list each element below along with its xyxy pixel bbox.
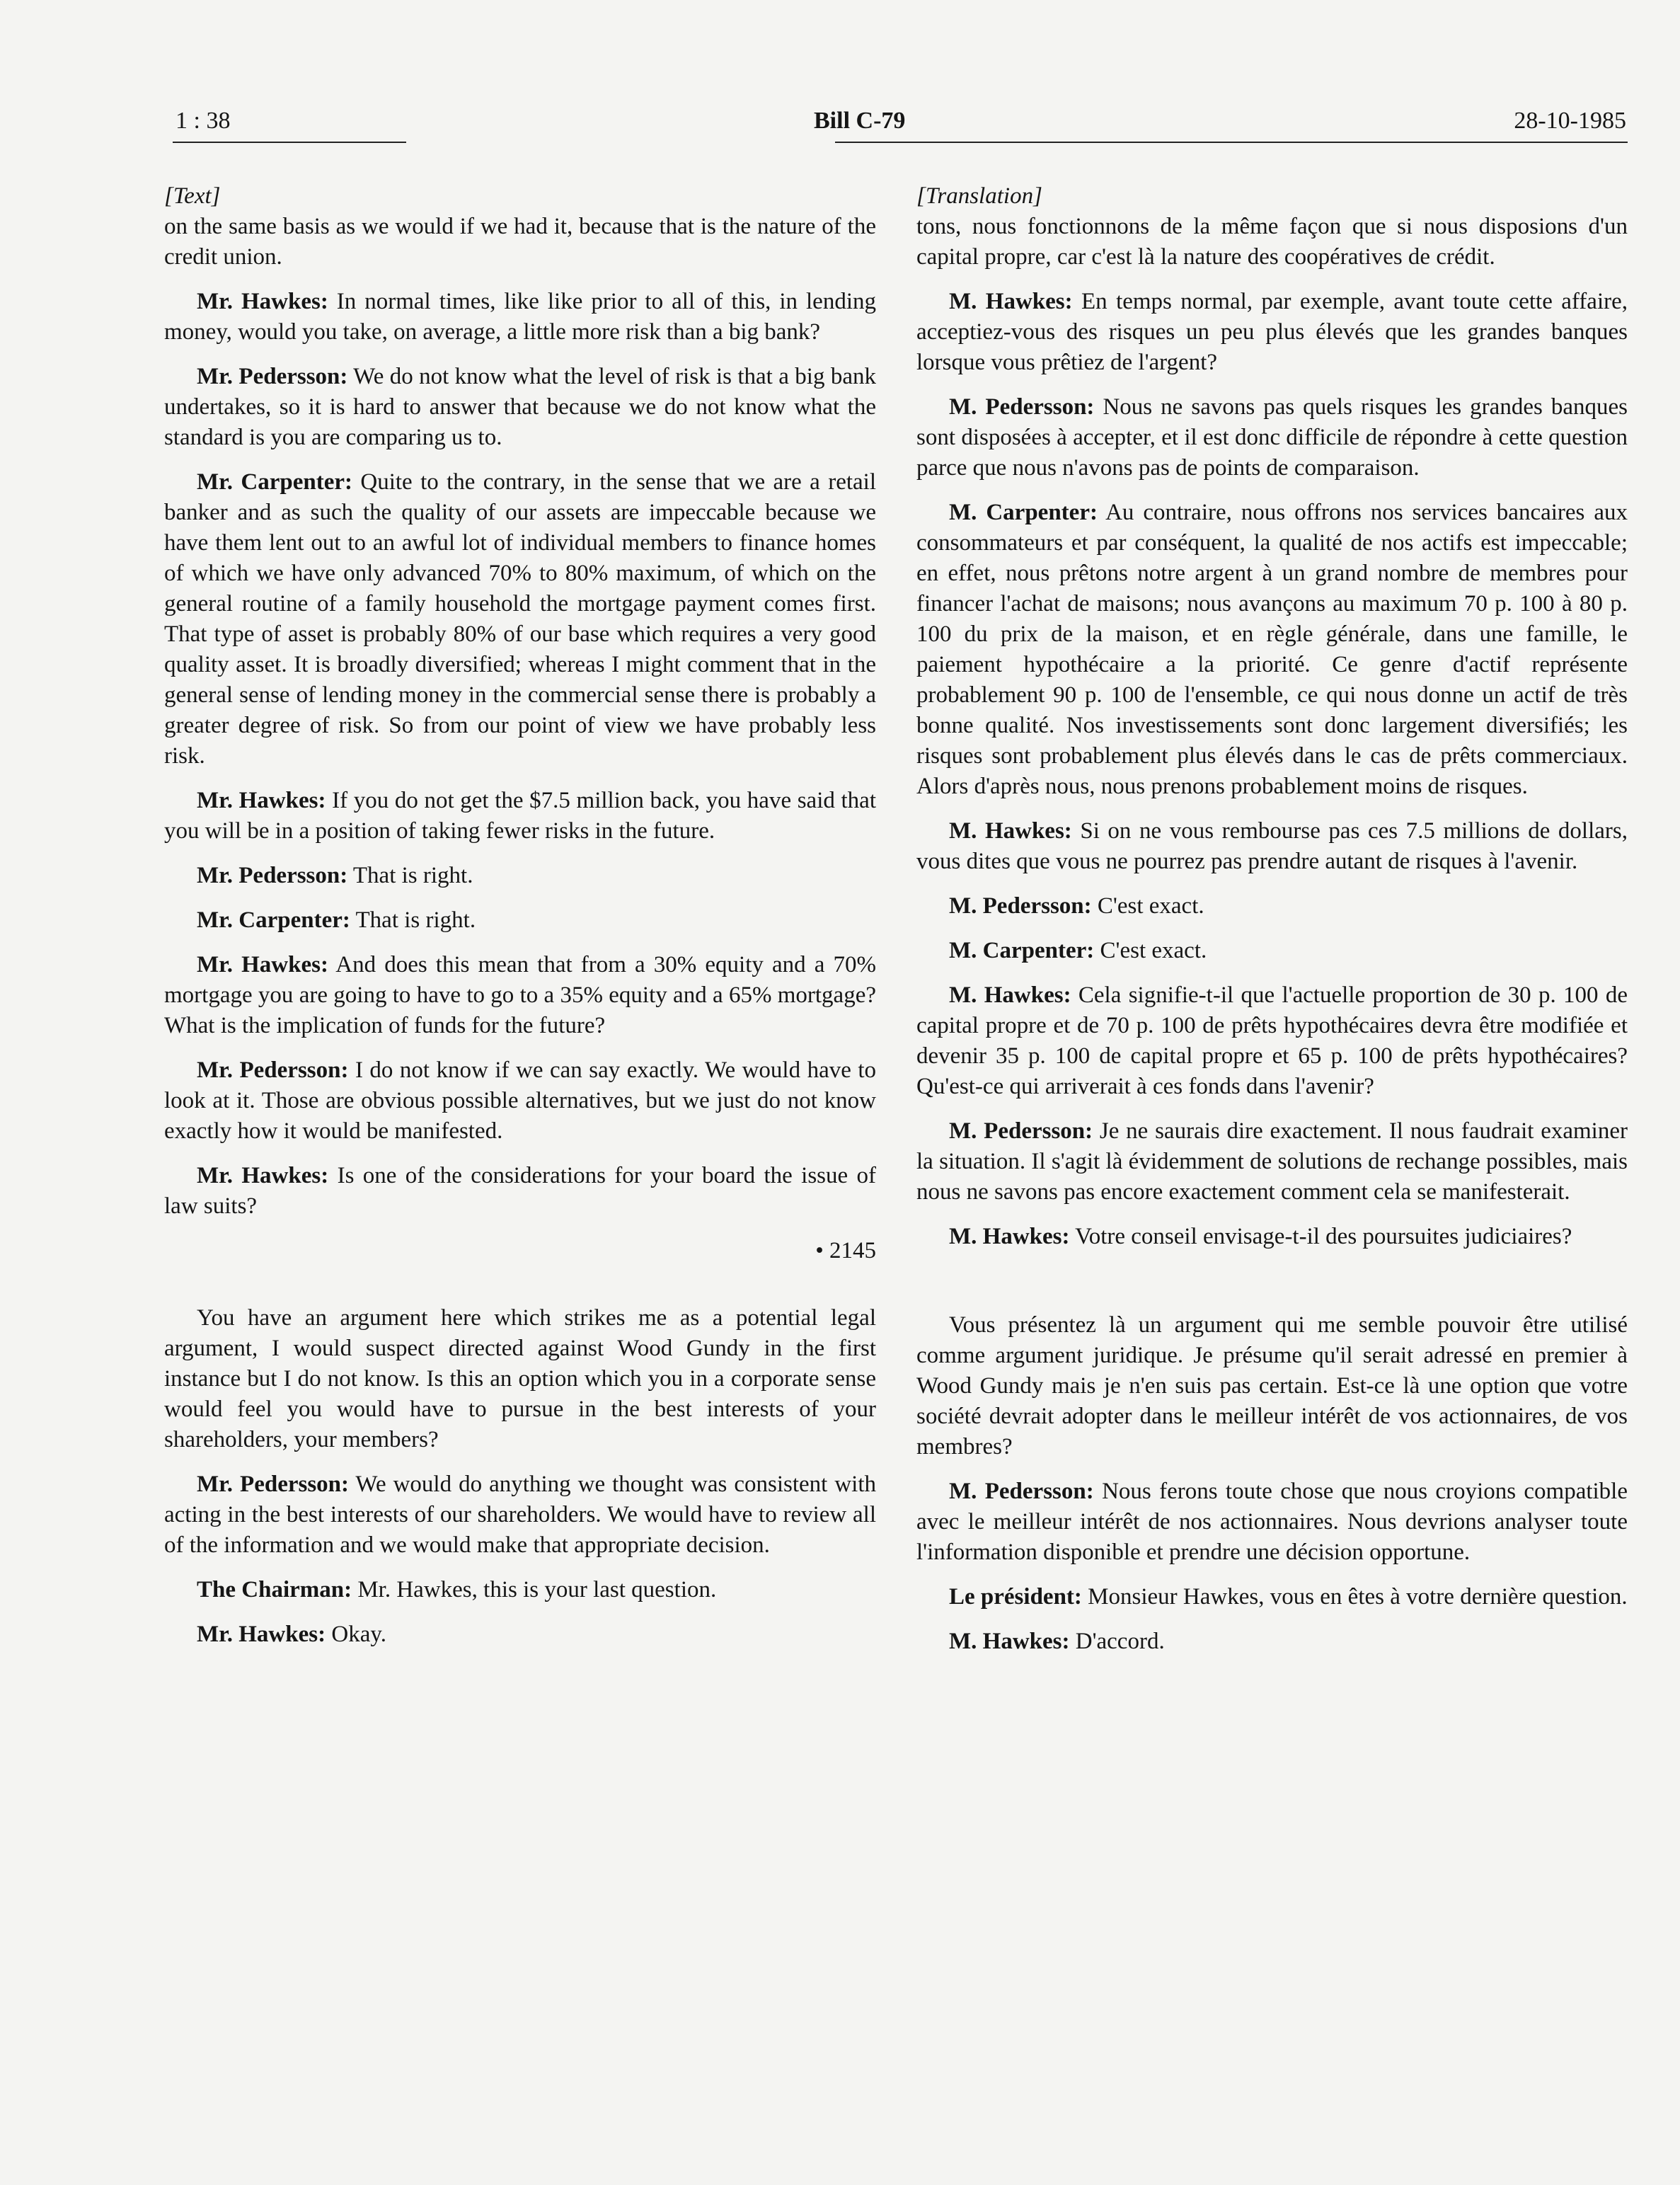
speech-text: En temps normal, par exemple, avant toute cette affaire, acceptiez-vous des risques un peu plus élevés que les grandes banques lorsque vous prêtiez de l'argent? <box>916 289 1628 375</box>
speaker-name: M. Carpenter: <box>949 500 1098 525</box>
speech-text: Vous présentez là un argument qui me semble pouvoir être utilisé comme argument juridique. Je présume qu'il serait adressé en premier à Wood Gundy mais je n'en suis pas certain. Est-ce là une option que votre société devrait adopter dans le meilleur intérêt de vos actionnaires, de vos membres? <box>916 1312 1628 1459</box>
speech-text: If you do not get the $7.5 million back, you have said that you will be in a position of taking fewer risks in the future. <box>164 788 876 844</box>
speaker-name: M. Carpenter: <box>949 938 1095 963</box>
speech-paragraph <box>164 861 876 891</box>
english-column <box>164 181 876 1664</box>
speaker-name: Mr. Hawkes: <box>197 788 326 813</box>
speech-paragraph <box>164 1055 876 1147</box>
speech-text: D'accord. <box>1069 1629 1165 1654</box>
speaker-name: Mr. Carpenter: <box>197 907 350 933</box>
speaker-name: M. Pedersson: <box>949 1479 1094 1504</box>
speech-paragraph <box>916 1582 1628 1612</box>
speech-paragraph <box>164 287 876 348</box>
speaker-name: M. Hawkes: <box>949 1629 1070 1654</box>
speech-paragraph <box>916 392 1628 483</box>
speech-text: Au contraire, nous offrons nos services bancaires aux consommateurs et par conséquent, la qualité de nos actifs est impeccable; en effet, nous prêtons notre argent à un grand nombre de membres pour financer l'achat de maisons; nous avançons au maximum 70 p. 100 à 80 p. 100 du prix de la maison, et en règle générale, dans une famille, le paiement hypothécaire a la priorité. Ce genre d'actif représente probablement 90 p. 100 de l'ensemble, ce qui nous donne un actif de très bonne qualité. Nos investissements sont donc largement diversifiés; les risques sont probablement plus élevés dans le cas de prêts commerciaux. Alors d'après nous, nous prenons probablement moins de risques. <box>916 500 1628 799</box>
speaker-name: Mr. Hawkes: <box>197 289 328 314</box>
speech-paragraph <box>916 1476 1628 1568</box>
speech-paragraph <box>916 936 1628 966</box>
speaker-name: M. Hawkes: <box>949 1224 1070 1249</box>
speaker-name: M. Pedersson: <box>949 893 1092 919</box>
speaker-name: Mr. Carpenter: <box>197 469 352 495</box>
speech-text: I do not know if we can say exactly. We would have to look at it. Those are obvious possible alternatives, but we just do not know exactly how it would be manifested. <box>164 1057 877 1144</box>
speech-text: Si on ne vous rembourse pas ces 7.5 millions de dollars, vous dites que vous ne pourrez pas prendre autant de risques à l'avenir. <box>916 818 1628 874</box>
speech-paragraph <box>164 1469 876 1561</box>
speech-text: We would do anything we thought was consistent with acting in the best interests of our shareholders. We would have to review all of the information and we would make that appropriate decision. <box>164 1472 876 1558</box>
header-rule-right <box>835 142 1628 143</box>
speech-text: You have an argument here which strikes me as a potential legal argument, I would suspect directed against Wood Gundy in the first instance but I do not know. Is this an option which you in a corporate sense would feel you would have to pursue in the best interests of your shareholders, your members? <box>164 1305 876 1452</box>
speech-paragraph <box>916 498 1628 802</box>
page-header <box>0 108 1680 150</box>
speaker-name: Le président: <box>949 1584 1082 1610</box>
speaker-name: M. Hawkes: <box>949 289 1073 314</box>
speaker-name: Mr. Hawkes: <box>197 952 328 977</box>
speech-text: Nous ne savons pas quels risques les grandes banques sont disposées à accepter, et il est donc difficile de répondre à cette question parce que nous n'avons pas de points de comparaison. <box>916 394 1628 481</box>
speech-text: Nous ferons toute chose que nous croyions compatible avec le meilleur intérêt de nos actionnaires. Nous devrions analyser toute l'information disponible et prendre une décision opportune. <box>916 1479 1628 1565</box>
speaker-name: Mr. Pedersson: <box>197 364 348 389</box>
page-date: 28-10-1985 <box>1514 108 1626 134</box>
speech-text: Je ne saurais dire exactement. Il nous faudrait examiner la situation. Il s'agit là évidemment de solutions de rechange possibles, mais nous ne savons pas encore exactement comment cela se manifesterait. <box>916 1118 1628 1205</box>
speech-paragraph <box>916 891 1628 922</box>
language-label: [Translation] <box>916 183 1042 209</box>
speech-list-continued <box>916 1310 1628 1657</box>
speech-text: Okay. <box>326 1622 386 1647</box>
speech-list-continued <box>164 1303 876 1650</box>
language-label: [Text] <box>164 183 221 209</box>
page-number: 1 : 38 <box>176 108 231 134</box>
speaker-name: The Chairman: <box>197 1577 352 1602</box>
speech-paragraph <box>916 980 1628 1102</box>
speech-paragraph <box>164 362 876 453</box>
speech-text: We do not know what the level of risk is that a big bank undertakes, so it is hard to answer that because we do not know what the standard is you are comparing us to. <box>164 364 876 450</box>
speech-text: Monsieur Hawkes, vous en êtes à votre dernière question. <box>1081 1584 1628 1610</box>
speaker-name: Mr. Pedersson: <box>197 1057 349 1083</box>
speech-text: That is right. <box>347 863 473 888</box>
speech-paragraph <box>916 816 1628 877</box>
intro-paragraph: on the same basis as we would if we had it, because that is the nature of the credit union. <box>164 214 876 270</box>
speaker-name: Mr. Pedersson: <box>197 863 348 888</box>
speaker-name: M. Hawkes: <box>949 982 1071 1008</box>
speaker-name: Mr. Hawkes: <box>197 1163 329 1188</box>
speech-paragraph <box>164 467 876 772</box>
time-marker: • 2145 <box>815 1238 876 1263</box>
speech-paragraph <box>164 905 876 936</box>
speech-text: C'est exact. <box>1091 893 1204 919</box>
speech-text: That is right. <box>350 907 476 933</box>
speech-text: Is one of the considerations for your board the issue of law suits? <box>164 1163 876 1219</box>
speech-paragraph <box>164 1575 876 1605</box>
speaker-name: M. Pedersson: <box>949 1118 1093 1144</box>
speaker-name: Mr. Pedersson: <box>197 1472 350 1497</box>
speech-paragraph <box>164 950 876 1041</box>
speech-paragraph <box>164 1303 876 1455</box>
speech-list <box>916 287 1628 1252</box>
speaker-name: Mr. Hawkes: <box>197 1622 326 1647</box>
speaker-name: M. Hawkes: <box>949 818 1072 844</box>
speech-text: C'est exact. <box>1094 938 1207 963</box>
intro-paragraph: tons, nous fonctionnons de la même façon que si nous disposions d'un capital propre, car c'est là la nature des coopératives de crédit. <box>916 214 1628 270</box>
speech-paragraph <box>164 786 876 847</box>
speech-paragraph <box>916 1116 1628 1208</box>
speech-paragraph <box>164 1619 876 1650</box>
speech-paragraph <box>916 287 1628 378</box>
speaker-name: M. Pedersson: <box>949 394 1095 420</box>
speech-paragraph <box>916 1627 1628 1657</box>
speech-paragraph <box>916 1310 1628 1462</box>
speech-text: Votre conseil envisage-t-il des poursuites judiciaires? <box>1069 1224 1572 1249</box>
speech-text: Cela signifie-t-il que l'actuelle proportion de 30 p. 100 de capital propre et de 70 p. 100 de prêts hypothécaires devra être modifiée et devenir 35 p. 100 de capital propre et 65 p. 100 de prêts hypothécaires? Qu'est-ce qui arriverait à ces fonds dans l'avenir? <box>916 982 1628 1099</box>
speech-text: In normal times, like like prior to all of this, in lending money, would you take, on average, a little more risk than a big bank? <box>164 289 876 345</box>
speech-paragraph <box>916 1222 1628 1252</box>
speech-paragraph <box>164 1161 876 1222</box>
speech-text: Quite to the contrary, in the sense that we are a retail banker and as such the quality of our assets are impeccable because we have them lent out to an awful lot of individual members to finance homes of which we have only advanced 70% to 80% maximum, of which on the general routine of a family household the mortgage payment comes first. That type of asset is probably 80% of our base which requires a very good quality asset. It is broadly diversified; whereas I might comment that in the general sense of lending money in the commercial sense there is probably a greater degree of risk. So from our point of view we have probably less risk. <box>164 469 876 769</box>
header-rule-left <box>173 142 406 143</box>
marker-spacer <box>916 1266 1628 1310</box>
french-column <box>916 181 1628 1671</box>
speech-text: And does this mean that from a 30% equity and a 70% mortgage you are going to have to go to a 35% equity and a 65% mortgage? What is the implication of funds for the future? <box>164 952 876 1038</box>
speech-list <box>164 287 876 1222</box>
speech-text: Mr. Hawkes, this is your last question. <box>352 1577 717 1602</box>
bill-title: Bill C-79 <box>814 108 906 134</box>
